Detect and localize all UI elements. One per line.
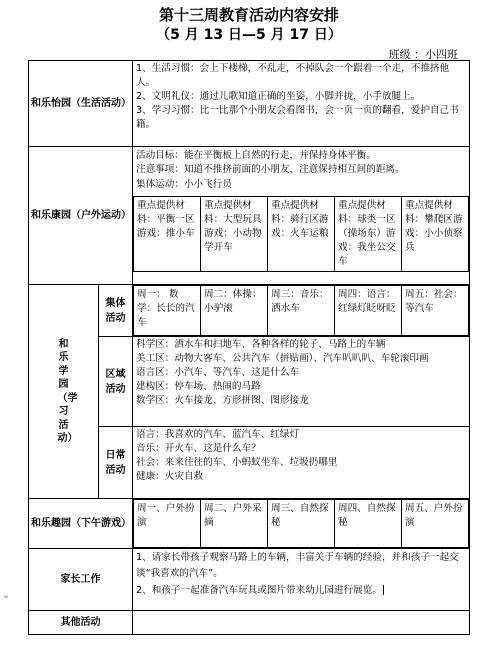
hele-kang-grid (133, 196, 469, 272)
row-hele-kang (29, 147, 470, 285)
row-qita (29, 611, 470, 635)
jiti-cell[interactable]: 周四：语言：红绿灯眨呀眨 (335, 286, 402, 336)
jiti-cell[interactable]: 周三：音乐：洒水车 (268, 286, 335, 336)
quyu-content[interactable] (133, 337, 470, 427)
text-cursor (383, 585, 384, 595)
hele-qu-cell[interactable]: 周三、自然探秘 (268, 500, 335, 548)
jiti-cell[interactable]: 周一： 数学：长长的汽车 (134, 286, 201, 336)
row-jiazhang (29, 549, 470, 611)
hele-qu-cell[interactable]: 周四、自然探秘 (335, 500, 402, 548)
class-label: 班级 ：小四班 (388, 48, 458, 61)
hele-kang-cell[interactable]: 重点提供材料：攀爬区游戏：小小侦察兵 (402, 197, 469, 272)
date-range: （5 月 13 日—5 月 17 日） (156, 27, 342, 43)
section-label-hele-yi: 和乐怡园（生活活动） (29, 61, 133, 147)
jiti-grid (133, 285, 469, 336)
jiazhang-item-text: 2、和孩子一起准备汽车玩具或图片带来幼儿园进行展览。 (136, 584, 382, 596)
richang-label: 日常活动 (99, 427, 133, 499)
richang-item: 音乐：开火车、这是什么车？ (136, 442, 261, 454)
hele-kang-content[interactable] (133, 147, 470, 285)
hele-qu-content (133, 499, 470, 549)
jiti-content (133, 285, 470, 337)
quyu-item: 数学区：火车接龙、方形拼图、图形接龙 (136, 394, 309, 406)
richang-item: 社会：来来往往的车、小蚂蚁坐车、垃圾扔哪里 (136, 456, 338, 468)
hele-kang-cell[interactable]: 重点提供材料：平衡一区游戏：推小车 (134, 197, 201, 272)
schedule-table (28, 60, 470, 635)
quyu-item: 美工区：动物大客车、公共汽车（拼贴画）、汽车叭叭叭、车轮滚印画 (136, 352, 429, 364)
richang-item: 健康：火灾自救 (136, 470, 204, 482)
qita-content[interactable] (133, 611, 470, 635)
hele-yi-item: 2、文明礼仪：通过儿歌知道正确的坐姿，小脚并拢，小手放腿上。 (136, 90, 421, 102)
hele-kang-line: 注意事项：知道不推挤前面的小朋友，注意保持相互间的距离。 (136, 164, 405, 176)
hele-kang-line: 活动目标：能在平衡板上自然的行走，并保持身体平衡。 (136, 150, 376, 161)
jiazhang-content[interactable] (133, 549, 470, 611)
hele-yi-content[interactable] (133, 61, 470, 147)
hele-yi-item: 3、学习习惯：比一比那个小朋友会看图书，会一页一页的翻看，爱护自己书籍。 (136, 104, 459, 130)
section-label-hele-xue (29, 285, 99, 499)
jiti-cell[interactable]: 周五：社会：等汽车 (402, 286, 469, 336)
richang-content[interactable] (133, 427, 470, 499)
quyu-label: 区域活动 (99, 337, 133, 427)
section-label-jiazhang: 家长工作 (29, 549, 133, 611)
hele-kang-cell[interactable]: 重点提供材料：球类一区（操场东）游戏：我坐公交车 (335, 197, 402, 272)
jiti-cell[interactable]: 周二：体操：小驴滚 (201, 286, 268, 336)
quyu-item: 建构区：停车场、热闹的马路 (136, 380, 261, 392)
hele-kang-cell[interactable]: 重点提供材料：骑行区游戏：火车运粮 (268, 197, 335, 272)
hele-qu-cell[interactable]: 周二、户外采摘 (201, 500, 268, 548)
hele-kang-cell[interactable]: 重点提供材料：大型玩具游戏：小动物学开车 (201, 197, 268, 272)
hele-kang-line: 集体运动：小小飞行员 (136, 178, 232, 190)
quyu-item: 科学区：洒水车和扫地车、各种各样的轮子、马路上的车辆 (136, 339, 386, 350)
row-hele-yi (29, 61, 470, 147)
richang-item: 语言：我喜欢的汽车、蓝汽车、红绿灯 (136, 429, 300, 440)
jiazhang-item: 1、请家长带孩子观察马路上的车辆，丰富关于车辆的经验，并和孩子一起交谈“我喜欢的汽车”。 (136, 552, 459, 580)
page-title: 第十三周教育活动内容安排 (158, 6, 339, 24)
jiazhang-item (136, 583, 466, 599)
section-label-hele-qu: 和乐趣园（下午游戏） (29, 499, 133, 549)
row-hele-qu (29, 499, 470, 549)
hele-xue-label: 和乐学园（学习活动） (57, 338, 78, 444)
chevron-down-icon[interactable]: ⌄ (2, 590, 11, 601)
hele-qu-cell[interactable]: 周五、户外扮演 (402, 500, 469, 548)
hele-yi-item: 1、生活习惯：会上下楼梯，不乱走，不掉队会一个跟着一个走，不推挤他人。 (136, 63, 450, 88)
jiti-label: 集体活动 (99, 285, 133, 337)
quyu-item: 语言区：小汽车、等汽车、这是什么车 (136, 366, 300, 378)
hele-qu-cell[interactable]: 周一、户外扮演 (134, 500, 201, 548)
section-label-qita: 其他活动 (29, 611, 133, 635)
section-label-hele-kang: 和乐康园（户外运动） (29, 147, 133, 285)
hele-qu-grid (133, 499, 469, 548)
row-jiti (29, 285, 470, 337)
